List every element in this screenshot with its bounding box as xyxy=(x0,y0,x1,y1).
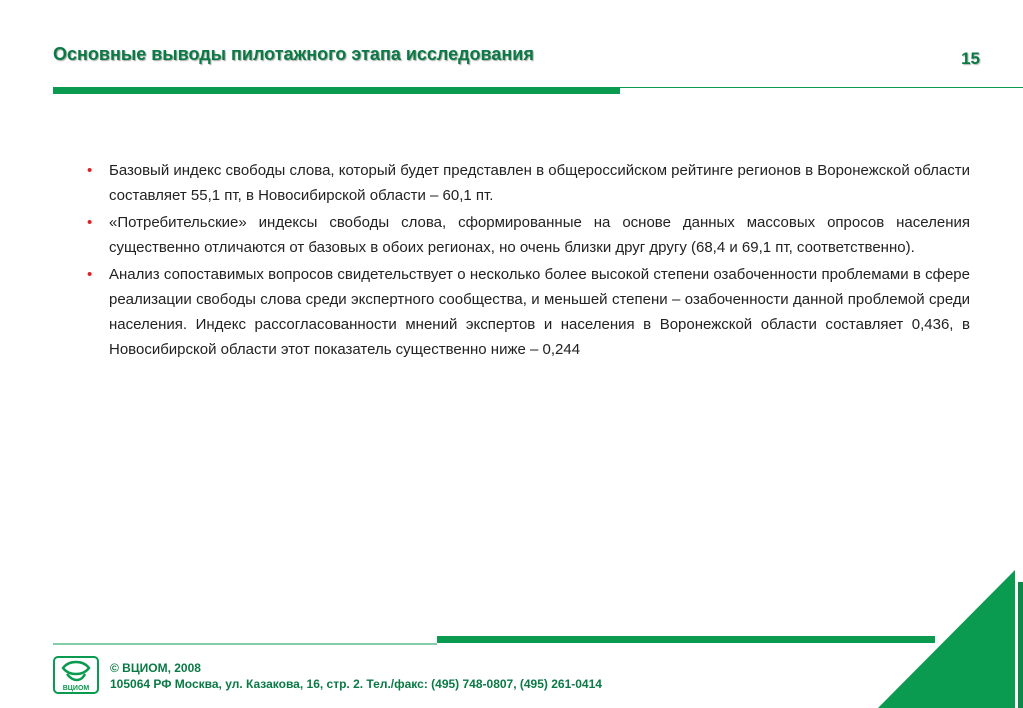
bullet-icon: • xyxy=(87,162,93,179)
list-item-text: «Потребительские» индексы свободы слова, сформированные на основе данных массовых опросов населения существенно отличаются от базовых в обоих регионах, но очень близки друг другу (68,4 и 69,1 пт, соответственно). xyxy=(109,214,970,256)
list-item-text: Анализ сопоставимых вопросов свидетельствует о несколько более высокой степени озабоченности проблемами в сфере реализации свободы слова среди экспертного сообщества, и меньшей степени – озабоченности данной проблемой среди населения. Индекс рассогласованности мнений экспертов и населения в Воронежской области составляет 0,436, в Новосибирской области этот показатель существенно ниже – 0,244 xyxy=(109,266,970,358)
corner-edge xyxy=(1018,582,1023,708)
bullet-icon: • xyxy=(87,266,93,283)
logo-text: ВЦИОМ xyxy=(62,685,90,692)
page-title: Основные выводы пилотажного этапа исследования xyxy=(53,44,534,64)
bullet-icon: • xyxy=(87,214,93,231)
list-item-text: Базовый индекс свободы слова, который будет представлен в общероссийском рейтинге регионов в Воронежской области составляет 55,1 пт, в Новосибирской области – 60,1 пт. xyxy=(109,162,970,204)
footer-copyright: © ВЦИОМ, 2008 xyxy=(110,661,201,675)
footer xyxy=(110,660,602,692)
footer-address: 105064 РФ Москва, ул. Казакова, 16, стр. 2. Тел./факс: (495) 748-0807, (495) 261-0414 xyxy=(110,677,602,691)
vciom-logo xyxy=(53,656,99,694)
page-number: 15 xyxy=(961,49,980,68)
footer-divider-bar xyxy=(437,636,935,643)
